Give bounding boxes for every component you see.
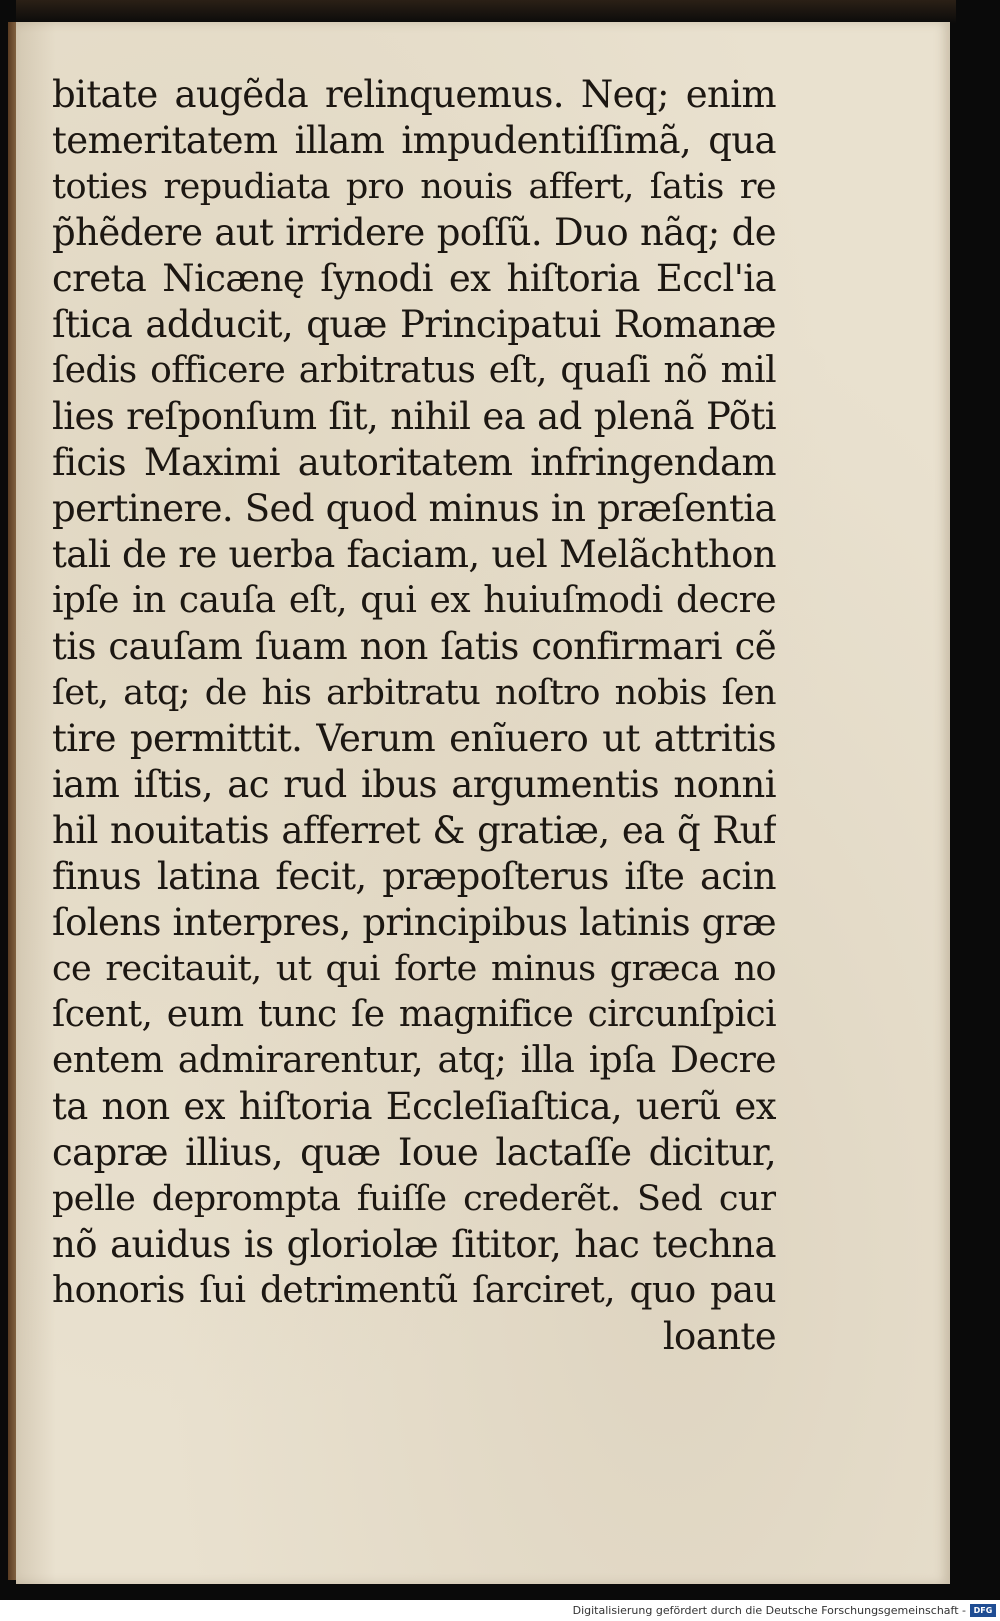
text-line: hil nouitatis afferret & gratiæ, ea q̃ Ruf (52, 809, 776, 852)
text-line: finus latina fecit, præpoſterus iſte acin (52, 855, 776, 898)
catchword: loante (662, 1315, 776, 1358)
text-line: ficis Maximi autoritatem infringendam (52, 441, 776, 484)
text-line: honoris ſui detrimentũ ſarciret, quo pau (52, 1270, 776, 1311)
text-line: toties repudiata pro nouis affert, ſatis re (52, 167, 776, 207)
text-line: iam iſtis, ac rud ibus argumentis nonni (52, 763, 776, 806)
text-line: p̃hẽdere aut irridere poſſũ. Duo nãq; de (52, 211, 776, 254)
text-line: bitate augẽda relinquemus. Neq; enim (52, 73, 776, 116)
text-line: nõ auidus is gloriolæ ſititor, hac techna (52, 1223, 776, 1266)
text-line: ſet, atq; de his arbitratu noſtro nobis ſen (52, 673, 776, 713)
text-line: pelle deprompta fuiſſe crederẽt. Sed cur (52, 1179, 776, 1219)
text-line: ſcent, eum tunc ſe magnifice circunſpici (52, 994, 776, 1035)
text-line: ipſe in cauſa eſt, qui ex huiuſmodi decre (52, 580, 776, 621)
text-line: tis cauſam ſuam non ſatis confirmari cẽ (52, 625, 776, 668)
text-line: entem admirarentur, atq; illa ipſa Decre (52, 1040, 776, 1081)
text-line: capræ illius, quæ Ioue lactaſſe dicitur, (52, 1131, 776, 1174)
text-line: tire permittit. Verum enĩuero ut attritis (52, 717, 776, 760)
text-line: tali de re uerba faciam, uel Melãchthon (52, 533, 776, 576)
text-line: ce recitauit, ut qui forte minus græca no (52, 949, 776, 989)
text-line: ſedis officere arbitratus eſt, quaſi nõ mil (52, 350, 776, 391)
text-line: ſolens interpres, principibus latinis græ (52, 901, 776, 944)
text-line: ta non ex hiſtoria Eccleſiaſtica, uerũ ex (52, 1085, 776, 1128)
text-line: pertinere. Sed quod minus in præſentia (52, 487, 776, 530)
book-page (16, 22, 950, 1584)
text-line: creta Nicænę ſynodi ex hiſtoria Eccl'ia (52, 257, 776, 300)
dfg-logo: DFG (970, 1604, 996, 1617)
text-line: ſtica adducit, quæ Principatui Romanæ (52, 303, 776, 346)
text-line: lies reſponſum ſit, nihil ea ad plenã Põti (52, 395, 776, 438)
page-text (52, 72, 776, 1360)
text-line: temeritatem illam impudentiſſimã, qua (52, 119, 776, 162)
digitization-footer (0, 1600, 1000, 1621)
page-top-shadow (16, 0, 956, 24)
funding-credit: Digitalisierung gefördert durch die Deutsche Forschungsgemeinschaft - (572, 1604, 966, 1617)
